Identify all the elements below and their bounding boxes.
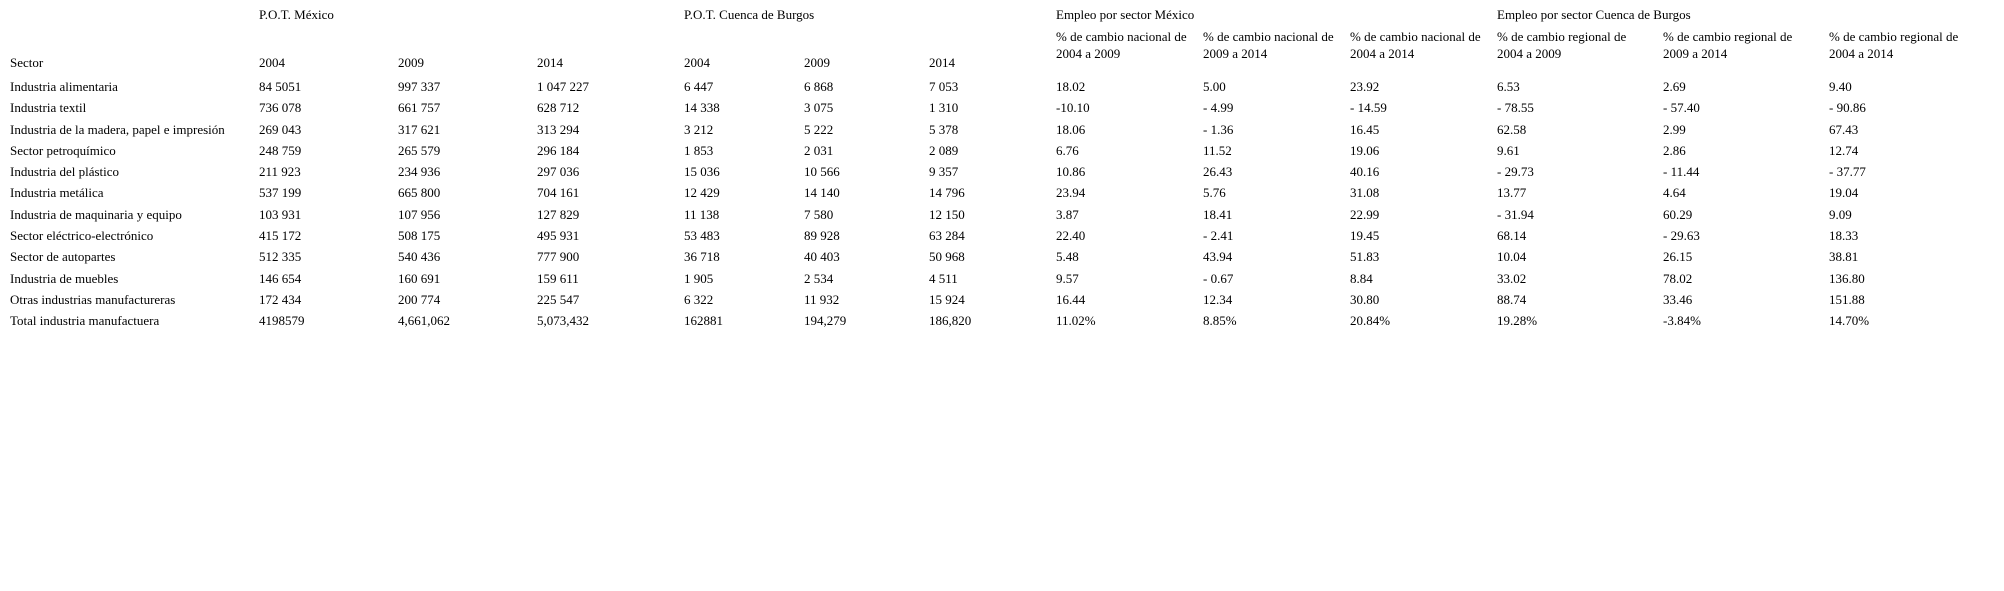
table-row [10,78,1995,99]
table-cell: 2 089 [929,142,959,158]
table-cell: 7 053 [929,79,959,94]
column-header: % de cambio regional de 2009 a 2014 [1663,29,1793,61]
table-cell: - 57.40 [1663,100,1700,116]
table-cell: 997 337 [398,79,441,94]
table-cell: 50 968 [929,249,965,265]
table-cell: - 29.73 [1497,164,1534,180]
row-label: Industria metálica [10,185,104,201]
table-cell: 18.41 [1203,206,1233,222]
table-cell: 89 928 [804,228,840,244]
table-cell: 11.02% [1056,313,1096,329]
table-cell: 200 774 [398,291,441,307]
table-cell: -3.84% [1663,313,1701,329]
table-cell: 78.02 [1663,270,1693,286]
table-cell: 508 175 [398,228,441,244]
table-cell: 33.46 [1663,291,1693,307]
table-cell: 2.69 [1663,79,1686,94]
table-row [10,99,1995,120]
table-cell: 12 150 [929,206,965,222]
table-cell: 6 447 [684,79,714,94]
table-cell: 7 580 [804,206,834,222]
table-cell: 6.76 [1056,142,1079,158]
table-cell: 234 936 [398,164,441,180]
column-header: 2009 [398,55,424,70]
table-cell: 296 184 [537,142,580,158]
table-cell: 11 138 [684,206,720,222]
table-cell: 2.99 [1663,121,1686,137]
table-cell: 512 335 [259,249,302,265]
table-row [10,206,1995,227]
table-cell: 5.00 [1203,79,1226,94]
table-cell: 18.33 [1829,228,1859,244]
table-cell: 537 199 [259,185,302,201]
row-label: Otras industrias manufactureras [10,291,176,307]
table-cell: 317 621 [398,121,441,137]
table-cell: 40 403 [804,249,840,265]
table-cell: 6.53 [1497,79,1520,94]
table-row [10,184,1995,205]
table-cell: 11 932 [804,291,840,307]
table-cell: 540 436 [398,249,441,265]
table-cell: 14 796 [929,185,965,201]
table-cell: - 1.36 [1203,121,1234,137]
row-label: Sector de autopartes [10,249,116,265]
table-cell: 777 900 [537,249,580,265]
table-cell: - 2.41 [1203,228,1234,244]
employment-table [10,6,1995,334]
table-cell: 5.76 [1203,185,1226,201]
column-header: 2014 [537,55,563,70]
table-cell: 1 905 [684,270,714,286]
table-cell: 162881 [684,313,723,329]
table-cell: 225 547 [537,291,580,307]
table-cell: 103 931 [259,206,302,222]
table-cell: 88.74 [1497,291,1527,307]
table-cell: 107 956 [398,206,441,222]
table-cell: 22.40 [1056,228,1086,244]
table-cell: 43.94 [1203,249,1233,265]
table-cell: 9.40 [1829,79,1852,94]
table-cell: 661 757 [398,100,441,116]
table-cell: 704 161 [537,185,580,201]
table-cell: 1 047 227 [537,79,589,94]
table-cell: 19.04 [1829,185,1859,201]
table-row [10,291,1995,312]
table-cell: 628 712 [537,100,580,116]
group-header-pot-burgos: P.O.T. Cuenca de Burgos [684,7,815,22]
table-cell: 6 322 [684,291,714,307]
table-cell: 5.48 [1056,249,1079,265]
table-cell: 736 078 [259,100,302,116]
table-cell: 194,279 [804,313,847,329]
group-header-empleo-burgos: Empleo por sector Cuenca de Burgos [1497,7,1691,22]
table-cell: - 4.99 [1203,100,1234,116]
table-cell: 22.99 [1350,206,1380,222]
table-cell: 160 691 [398,270,441,286]
table-row [10,312,1995,333]
table-cell: 159 611 [537,270,579,286]
table-cell: 4,661,062 [398,313,450,329]
table-cell: 33.02 [1497,270,1527,286]
table-cell: 211 923 [259,164,301,180]
table-cell: - 37.77 [1829,164,1866,180]
group-header-empleo-mexico: Empleo por sector México [1056,7,1195,22]
table-cell: 265 579 [398,142,441,158]
table-cell: 269 043 [259,121,302,137]
table-cell: - 0.67 [1203,270,1234,286]
table-cell: 26.43 [1203,164,1233,180]
table-cell: -10.10 [1056,100,1090,116]
table-cell: 415 172 [259,228,302,244]
table-cell: 4.64 [1663,185,1686,201]
table-cell: 40.16 [1350,164,1380,180]
group-header-row [10,6,1995,28]
table-row [10,163,1995,184]
table-cell: 495 931 [537,228,580,244]
table-cell: 172 434 [259,291,302,307]
table-cell: 15 036 [684,164,720,180]
table-cell: 60.29 [1663,206,1693,222]
table-cell: 127 829 [537,206,580,222]
table-cell: 16.45 [1350,121,1380,137]
table-cell: 67.43 [1829,121,1859,137]
group-header-pot-mexico: P.O.T. México [259,7,334,22]
table-cell: 3 075 [804,100,834,116]
table-cell: 9.09 [1829,206,1852,222]
table-cell: 30.80 [1350,291,1380,307]
table-cell: - 31.94 [1497,206,1534,222]
column-header: 2004 [259,55,285,70]
table-cell: 10.04 [1497,249,1527,265]
table-cell: 146 654 [259,270,302,286]
row-label: Total industria manufactuera [10,313,160,329]
column-header: 2014 [929,55,955,70]
table-cell: - 78.55 [1497,100,1534,116]
table-cell: 63 284 [929,228,965,244]
table-cell: 151.88 [1829,291,1865,307]
table-row [10,270,1995,291]
table-cell: 9.61 [1497,142,1520,158]
table-cell: - 29.63 [1663,228,1700,244]
table-cell: - 90.86 [1829,100,1866,116]
table-cell: 19.45 [1350,228,1380,244]
table-cell: 313 294 [537,121,580,137]
table-cell: 3 212 [684,121,714,137]
column-header: % de cambio nacional de 2009 a 2014 [1203,29,1334,61]
table-cell: 84 5051 [259,79,302,94]
table-cell: 11.52 [1203,142,1232,158]
table-cell: 51.83 [1350,249,1380,265]
table-cell: 12 429 [684,185,720,201]
column-header-row [10,28,1995,78]
table-cell: 23.94 [1056,185,1086,201]
table-cell: 9.57 [1056,270,1079,286]
table-cell: 38.81 [1829,249,1859,265]
table-cell: 26.15 [1663,249,1693,265]
table-cell: 4198579 [259,313,305,329]
table-cell: 10 566 [804,164,840,180]
column-header: Sector [10,55,44,70]
table-cell: 4 511 [929,270,958,286]
table-cell: 62.58 [1497,121,1527,137]
table-cell: 14.70% [1829,313,1870,329]
table-cell: 2.86 [1663,142,1686,158]
table-cell: 20.84% [1350,313,1391,329]
table-cell: 14 140 [804,185,840,201]
table-cell: 19.28% [1497,313,1538,329]
table-cell: 12.34 [1203,291,1233,307]
table-cell: 36 718 [684,249,720,265]
row-label: Industria de muebles [10,270,119,286]
table-cell: 31.08 [1350,185,1380,201]
table-row [10,227,1995,248]
column-header: % de cambio regional de 2004 a 2009 [1497,29,1627,61]
table-cell: 5 222 [804,121,834,137]
table-row [10,248,1995,269]
table-cell: 12.74 [1829,142,1859,158]
table-cell: 16.44 [1056,291,1086,307]
table-cell: 665 800 [398,185,441,201]
column-header: % de cambio nacional de 2004 a 2014 [1350,29,1481,61]
column-header: % de cambio regional de 2004 a 2014 [1829,29,1959,61]
column-header: % de cambio nacional de 2004 a 2009 [1056,29,1187,61]
table-cell: 297 036 [537,164,580,180]
table-cell: 2 031 [804,142,834,158]
table-cell: 10.86 [1056,164,1086,180]
table-cell: 18.06 [1056,121,1086,137]
table-cell: 5,073,432 [537,313,589,329]
table-cell: 68.14 [1497,228,1527,244]
row-label: Sector eléctrico-electrónico [10,228,154,244]
table-cell: 8.84 [1350,270,1373,286]
table-cell: 5 378 [929,121,959,137]
table-row [10,142,1995,163]
table-cell: 53 483 [684,228,720,244]
row-label: Industria alimentaria [10,79,118,94]
table-cell: 13.77 [1497,185,1527,201]
table-cell: 9 357 [929,164,959,180]
table-cell: 2 534 [804,270,834,286]
table-cell: 1 853 [684,142,714,158]
row-label: Industria de la madera, papel e impresión [10,121,225,137]
column-header: 2009 [804,55,830,70]
table-cell: 3.87 [1056,206,1079,222]
table-cell: - 11.44 [1663,164,1700,180]
table-cell: 19.06 [1350,142,1380,158]
table-cell: 248 759 [259,142,302,158]
table-cell: 15 924 [929,291,965,307]
table-row [10,121,1995,142]
table-cell: 1 310 [929,100,959,116]
column-header: 2004 [684,55,710,70]
row-label: Industria del plástico [10,164,120,180]
row-label: Industria textil [10,100,87,116]
table-cell: - 14.59 [1350,100,1387,116]
table-cell: 6 868 [804,79,834,94]
table-cell: 14 338 [684,100,720,116]
table-cell: 23.92 [1350,79,1380,94]
row-label: Sector petroquímico [10,142,116,158]
table-cell: 8.85% [1203,313,1237,329]
row-label: Industria de maquinaria y equipo [10,206,182,222]
table-cell: 186,820 [929,313,972,329]
table-cell: 18.02 [1056,79,1086,94]
group-header-spacer [10,6,259,28]
table-cell: 136.80 [1829,270,1865,286]
